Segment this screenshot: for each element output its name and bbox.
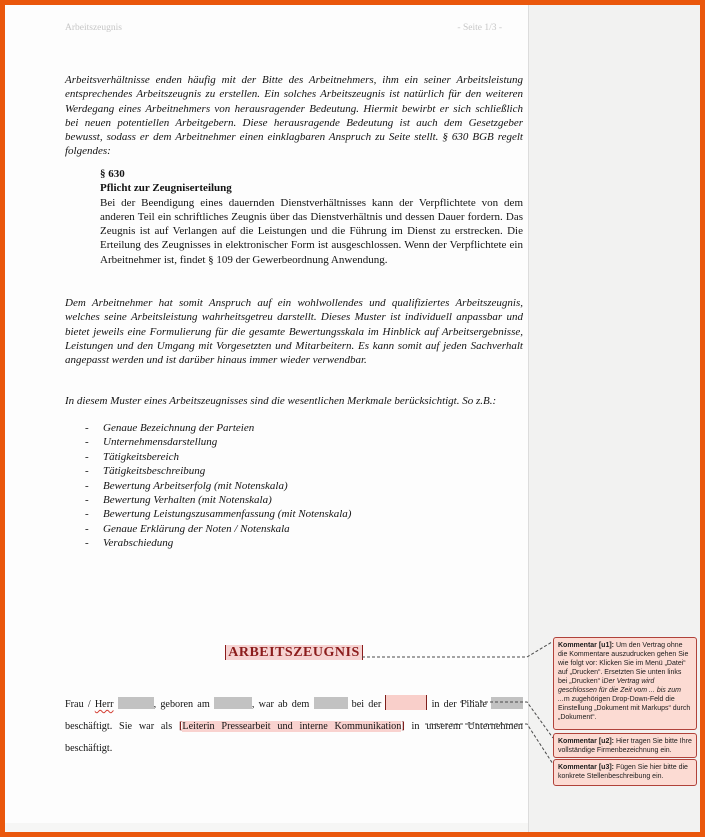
law-title: Pflicht zur Zeugniserteilung [100,182,232,195]
list-item [85,507,523,521]
comment-text: Um den Vertrag ohne die Kommentare auszudrucken gehen Sie wie folgt vor: Klicken Sie im Menü „Datei“ auf „Drucken“. Ersetzten Sie unten links bei „Drucken“ i [558,642,689,685]
zeugnis-title-line [65,643,523,661]
list-item-label: Unternehmensdarstellung [103,436,218,449]
list-item-label: Verabschiedung [103,537,174,550]
header-page-number: - Seite 1/3 - [457,23,502,33]
merkmale-intro-paragraph: In diesem Muster eines Arbeitszeugnisses sind die wesentlichen Merkmale berücksichtigt. So z.B.: [65,395,497,407]
merkmale-list [85,421,523,551]
comment-anchor-bracket: ] [401,721,405,733]
form-field-name[interactable] [118,697,154,709]
text-segment: , geboren am [153,699,214,711]
list-item-label: Bewertung Verhalten (mit Notenskala) [103,494,272,507]
list-dash: - [85,522,89,535]
list-item-label: Bewertung Arbeitserfolg (mit Notenskala) [103,479,288,492]
anspruch-paragraph: Dem Arbeitnehmer hat somit Anspruch auf ein wohlwollendes und qualifiziertes Arbeitszeugnis, welches seine Arbeitsleistung wahrheitsgetreu darstellt. Dieses Muster ist individuell anpassbar und bietet jeweils eine Formulierung für die gesamte Bewertungsskala im Hinblick auf Arbeitsergebnisse, Leistungen und den Umgang mit Vorgesetzten und Mitarbeitern. Es kann somit auf jeden Sachverhalt angepasst werden und ist darüber hinaus immer wieder verwendbar. [65,297,523,367]
list-dash: - [85,537,89,550]
list-dash: - [85,450,89,463]
page-bottom-edge [5,823,528,832]
list-dash: - [85,436,89,449]
list-item [85,450,523,464]
list-item-label: Tätigkeitsbeschreibung [103,465,206,478]
list-item [85,464,523,478]
list-item-label: Genaue Erklärung der Noten / Notenskala [103,522,290,535]
document-page [5,5,700,832]
law-reference: § 630 [100,168,125,180]
list-dash: - [85,422,89,434]
list-item-label: Genaue Bezeichnung der Parteien [103,422,255,434]
list-item [85,522,523,536]
list-dash: - [85,465,89,478]
comment-text: m zugehörigen Drop-Down-Feld die Einstellung „Dokument mit Markups“ durch „Dokument“. [558,696,691,721]
list-item [85,536,523,550]
list-dash: - [85,494,89,507]
zeugnis-title: ARBEITSZEUGNIS [225,645,363,660]
text-segment: in der Filiale [427,699,491,711]
comment-text: Hier tragen Sie bitte Ihre vollständige Firmenbezeichnung ein. [558,738,692,754]
list-dash: - [85,479,89,492]
list-dash: - [85,508,89,521]
list-item-label: Tätigkeitsbereich [103,450,179,463]
comment-label: Kommentar [u3]: [558,764,615,771]
law-body: Bei der Beendigung eines dauernden Dienstverhältnisses kann der Verpflichtete von dem anderen Teil ein schriftliches Zeugnis über das Dienstverhältnis und dessen Dauer fordern. Das Zeugnis ist auf Verlangen auf die Leistungen und die Führung im Dienst zu erstrecken. Die Erteilung des Zeugnisses in elektronischer Form ist ausgeschlossen. Wenn der Verpflichtete ein Arbeitnehmer ist, findet § 109 der Gewerbeordnung Anwendung. [100,196,523,266]
text-segment-herr: Herr [94,699,114,711]
page-header [65,23,502,33]
text-segment: , war ab dem [251,699,314,711]
form-field-startdate[interactable] [314,697,348,709]
employment-intro-paragraph [65,694,523,760]
job-title-highlight: Leiterin Pressearbeit und interne Kommunikation [182,721,402,733]
intro-paragraph: Arbeitsverhältnisse enden häufig mit der Bitte des Arbeitnehmers, ihm ein seiner Arbeitsleistung entsprechendes Arbeitszeugnis zu erstellen. Ein solches Arbeitszeugnis ist natürlich für den weiteren Werdegang eines Arbeitnehmers von herausragender Bedeutung. Hiermit bewirbt er sich schließlich bei neuen potentiellen Arbeitgebern. Diese herausragende Bedeutung ist auch dem Gesetzgeber bewusst, sodass er dem Arbeitnehmer einen einklagbaren Anspruch zu Seite stellt. § 630 BGB regelt folgendes: [65,74,523,158]
list-item-label: Bewertung Leistungszusammenfassung (mit Notenskala) [103,508,352,521]
list-item [85,479,523,493]
text-segment: Frau / [65,699,95,711]
comment-balloon-u3 [553,759,697,786]
form-field-branch[interactable] [491,697,523,709]
list-item [85,435,523,449]
comment-label: Kommentar [u1]: [558,642,615,649]
comment-balloon-u2 [553,733,697,758]
text-segment: in unserem Unternehmen beschäftigt. [65,721,523,755]
comment-text: Fügen Sie hier bitte die konkrete Stellenbeschreibung ein. [558,764,688,780]
comment-text-italic: Der Vertrag wird geschlossen für die Zeit vom ... bis zum ... [558,678,681,703]
text-segment: beschäftigt. Sie war als [65,721,179,733]
comment-label: Kommentar [u2]: [558,738,615,745]
header-document-title: Arbeitszeugnis [65,23,122,33]
list-item [85,493,523,507]
text-segment: bei der [347,699,386,711]
form-field-birthdate[interactable] [214,697,252,709]
comment-anchor-bracket: [ [178,721,183,733]
law-quote-block [100,167,523,267]
comment-balloon-u1 [553,637,697,730]
form-field-company[interactable] [385,695,427,710]
list-item [85,421,523,435]
